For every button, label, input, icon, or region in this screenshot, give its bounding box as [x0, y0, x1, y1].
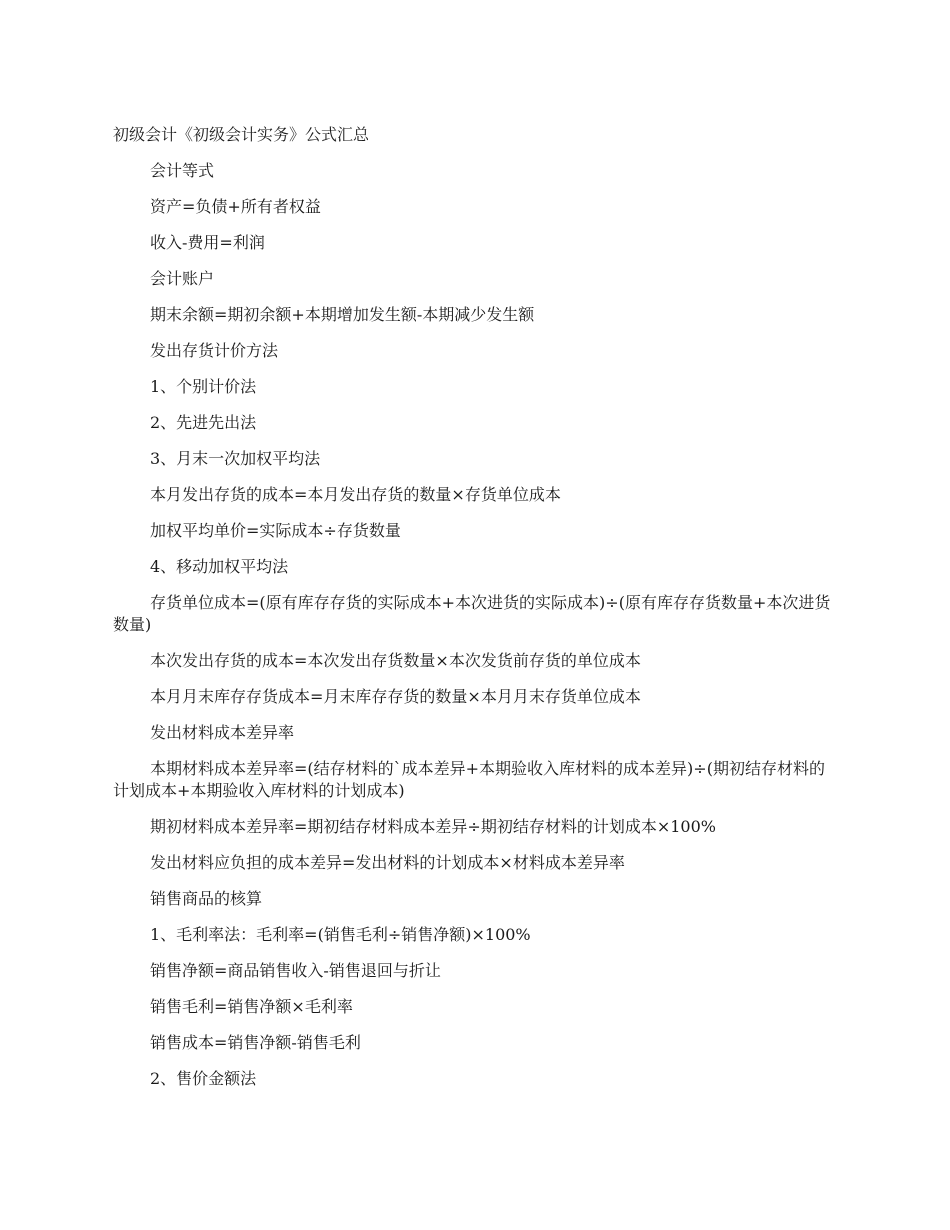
paragraph: 本月发出存货的成本=本月发出存货的数量×存货单位成本 — [150, 485, 561, 504]
paragraph: 发出材料应负担的成本差异=发出材料的计划成本×材料成本差异率 — [150, 853, 625, 872]
paragraph: 销售净额=商品销售收入-销售退回与折让 — [150, 961, 441, 980]
paragraph: 期末余额=期初余额+本期增加发生额-本期减少发生额 — [150, 305, 535, 324]
paragraph: 本期材料成本差异率=(结存材料的`成本差异+本期验收入库材料的成本差异)÷(期初结存材料的计划成本+本期验收入库材料的计划成本) — [113, 759, 825, 800]
paragraph: 存货单位成本=(原有库存存货的实际成本+本次进货的实际成本)÷(原有库存存货数量+本次进货数量) — [113, 593, 831, 634]
paragraph: 销售毛利=销售净额×毛利率 — [150, 997, 353, 1016]
paragraph: 2、售价金额法 — [150, 1069, 257, 1088]
paragraph: 期初材料成本差异率=期初结存材料成本差异÷期初结存材料的计划成本×100% — [150, 817, 716, 836]
paragraph: 2、先进先出法 — [150, 413, 257, 432]
paragraph: 本月月末库存存货成本=月末库存存货的数量×本月月末存货单位成本 — [150, 687, 641, 706]
document-body — [113, 124, 838, 1104]
paragraph-accounting-equation-heading: 会计等式 — [150, 161, 215, 180]
paragraph-inventory-pricing-heading: 发出存货计价方法 — [150, 341, 279, 360]
paragraph: 4、移动加权平均法 — [150, 557, 289, 576]
paragraph: 加权平均单价=实际成本÷存货数量 — [150, 521, 401, 540]
paragraph: 3、月末一次加权平均法 — [150, 449, 321, 468]
paragraph-sales-accounting-heading: 销售商品的核算 — [150, 889, 263, 908]
paragraph-material-variance-heading: 发出材料成本差异率 — [150, 723, 295, 742]
paragraph: 资产=负债+所有者权益 — [150, 197, 321, 216]
paragraph: 本次发出存货的成本=本次发出存货数量×本次发货前存货的单位成本 — [150, 651, 641, 670]
document-title: 初级会计《初级会计实务》公式汇总 — [113, 125, 370, 144]
paragraph: 1、个别计价法 — [150, 377, 257, 396]
paragraph-accounting-account-heading: 会计账户 — [150, 269, 215, 288]
paragraph: 收入-费用=利润 — [150, 233, 265, 252]
paragraph: 销售成本=销售净额-销售毛利 — [150, 1033, 361, 1052]
paragraph: 1、毛利率法：毛利率=(销售毛利÷销售净额)×100% — [150, 925, 531, 944]
